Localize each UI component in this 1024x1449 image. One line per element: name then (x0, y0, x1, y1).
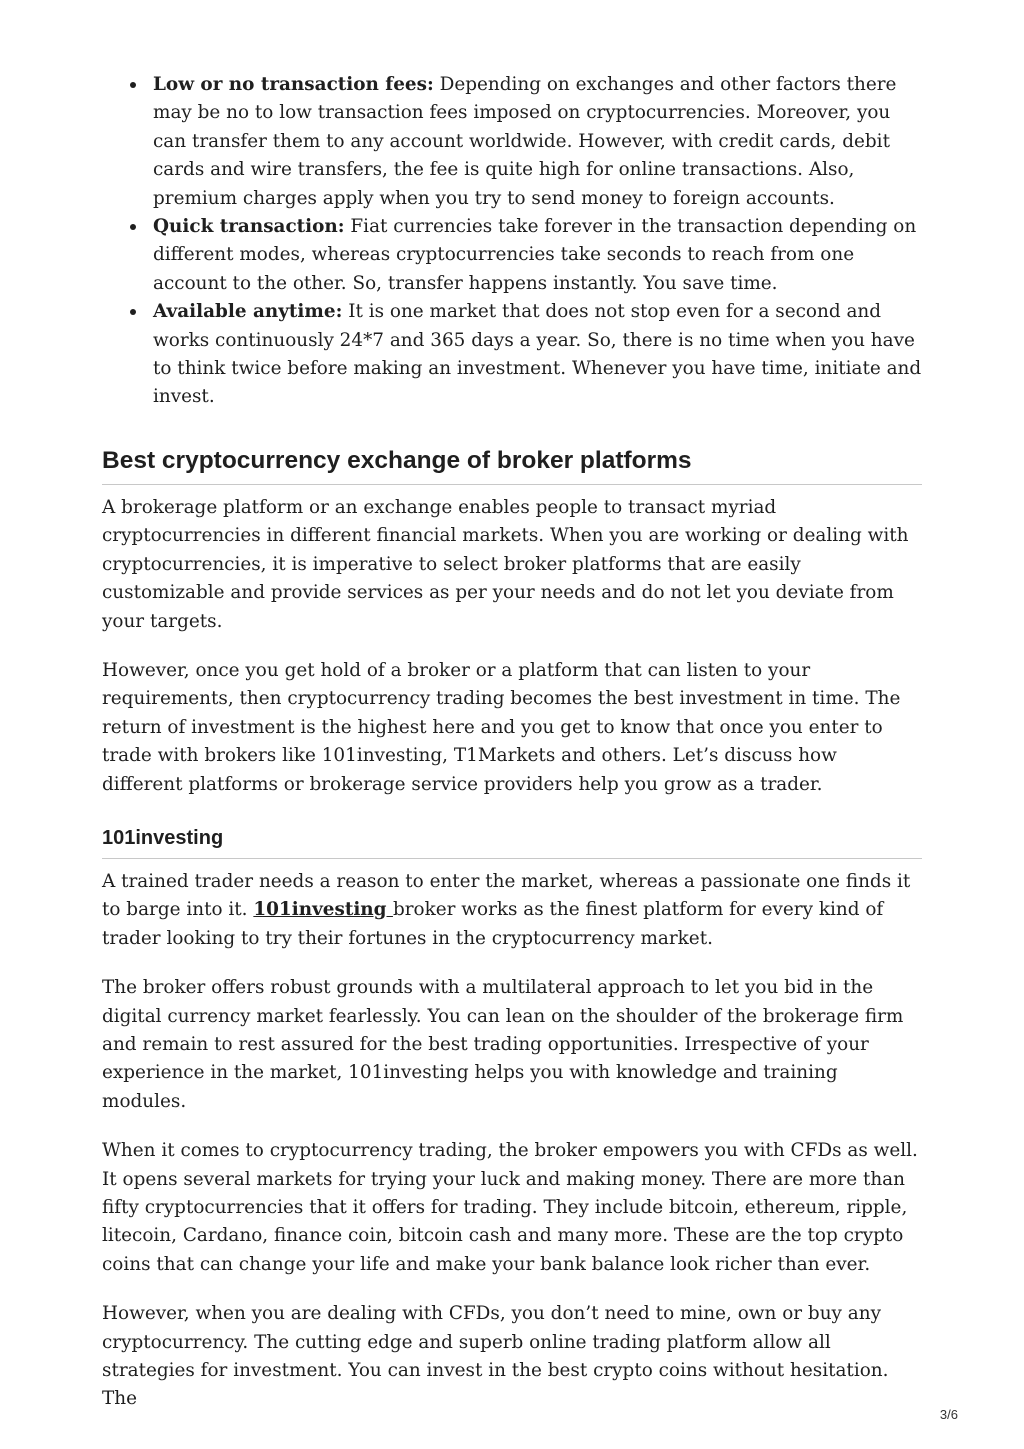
bullet-icon (130, 224, 136, 230)
list-item (153, 213, 922, 298)
list-item-text: Depending on exchanges and other factors there may be no to low transaction fees imposed on cryptocurrencies. Moreover, you can transfer them to any account worldwide. However, with credit cards, debit cards and wire transfers, the fee is quite high for online transactions. Also, premium charges apply when you try to send money to foreign accounts. (153, 74, 897, 209)
list-item-text: It is one market that does not stop even for a second and works continuously 24*7 and 365 days a year. So, there is no time when you have to think twice before making an investment. Whenever you have time, initiate and invest. (153, 301, 922, 408)
paragraph: However, when you are dealing with CFDs, you don’t need to mine, own or buy any cryptocurrency. The cutting edge and superb online trading platform allow all strategies for investment. You can invest in the best crypto coins without hesitation. The (102, 1303, 889, 1410)
list-item-title: Available anytime: (153, 301, 343, 323)
document-page (102, 71, 922, 1414)
paragraph: The broker offers robust grounds with a multilateral approach to let you bid in the digital currency market fearlessly. You can lean on the shoulder of the brokerage firm and remain to rest assured for the best trading opportunities. Irrespective of your experience in the market, 101investing helps you with knowledge and training modules. (102, 977, 904, 1112)
paragraph: A brokerage platform or an exchange enables people to transact myriad cryptocurrencies in different financial markets. When you are working or dealing with cryptocurrencies, it is imperative to select broker platforms that are easily customizable and provide services as per your needs and do not let you deviate from your targets. (102, 496, 909, 632)
list-item-title: Low or no transaction fees: (153, 74, 434, 95)
paragraph-text: A trained trader needs a reason to enter the market, whereas a passionate one finds it to barge into it. (102, 870, 911, 921)
bullet-icon (130, 309, 136, 315)
page-number: 3/6 (939, 1407, 958, 1422)
paragraph (102, 868, 922, 953)
bullet-icon (130, 82, 136, 88)
paragraph-text: broker works as the finest platform for every kind of trader looking to try their fortunes in the cryptocurrency market. (102, 899, 884, 949)
paragraph: However, once you get hold of a broker or a platform that can listen to your requirements, then cryptocurrency trading becomes the best investment in time. The return of investment is the highest here and you get to know that once you enter to trade with brokers like 101investing, T1Markets and others. Let’s discuss how different platforms or brokerage service providers help you grow as a trader. (102, 659, 901, 795)
list-item (153, 298, 922, 412)
section-heading-best-exchanges: Best cryptocurrency exchange of broker platforms (102, 446, 922, 485)
list-item-text: Fiat currencies take forever in the transaction depending on different modes, whereas cryptocurrencies take seconds to reach from one account to the other. So, transfer happens instantly. You save time. (153, 216, 917, 294)
list-item (153, 71, 922, 213)
101investing-link[interactable]: 101investing (253, 899, 393, 921)
benefits-list (102, 71, 922, 412)
paragraph: When it comes to cryptocurrency trading, the broker empowers you with CFDs as well. It opens several markets for trying your luck and making money. There are more than fifty cryptocurrencies that it offers for trading. They include bitcoin, ethereum, ripple, litecoin, Cardano, finance coin, bitcoin cash and many more. These are the top crypto coins that can change your life and make your bank balance look richer than ever. (102, 1140, 918, 1275)
list-item-title: Quick transaction: (153, 216, 345, 238)
section-heading-101investing: 101investing (102, 825, 922, 859)
